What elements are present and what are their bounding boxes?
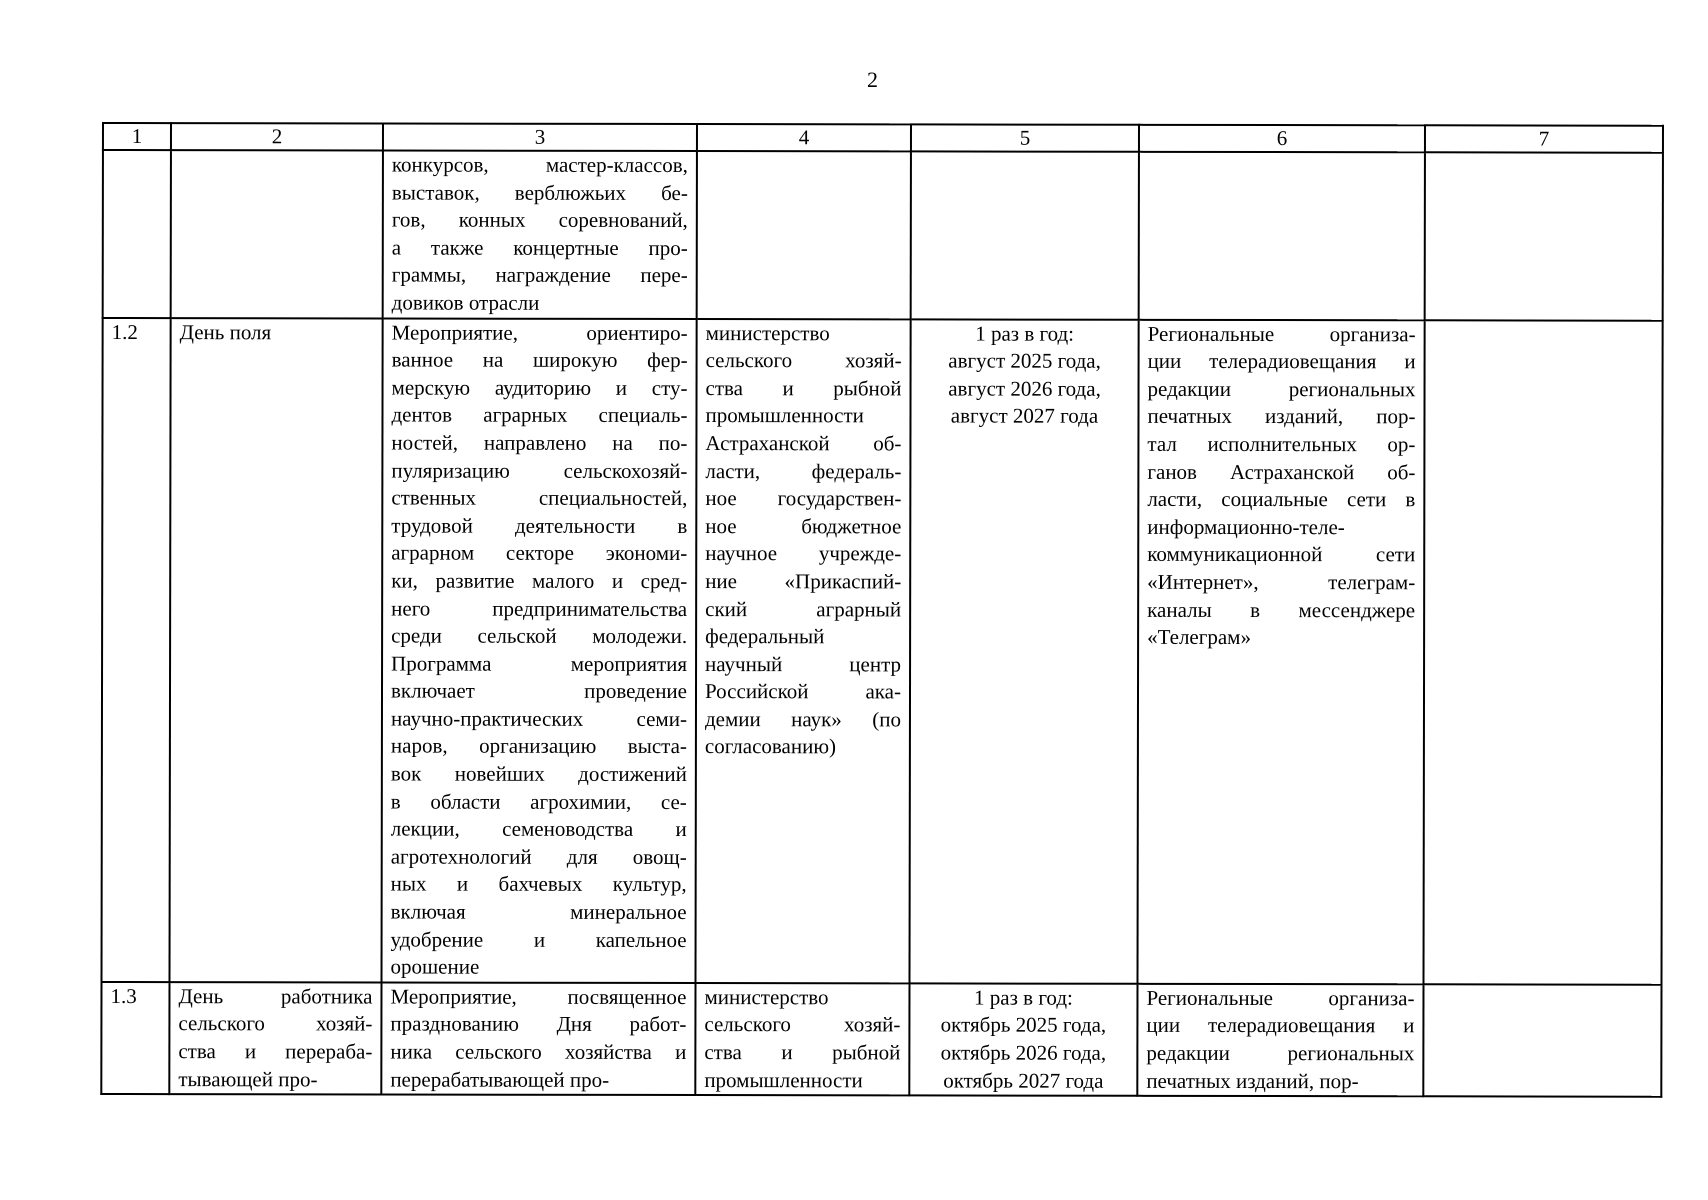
note-cell <box>1425 152 1663 320</box>
cell-text-line: редакции региональных <box>1146 1040 1415 1066</box>
note-cell <box>1423 984 1661 1097</box>
cell-text-line: ласти, социальные сети в <box>1147 486 1416 512</box>
header-row <box>103 123 1663 153</box>
cell-text-line: сельского хозяй- <box>705 348 902 373</box>
cell-text-line: празднованию Дня работ- <box>390 1011 687 1037</box>
column-header: 7 <box>1425 125 1663 152</box>
cell-text-line: Мероприятие, посвященное <box>390 984 687 1009</box>
cell-text-line: промышленности <box>705 403 864 428</box>
cell-text-line: ции телерадиовещания и <box>1146 1013 1415 1038</box>
cell-text-line: ное бюджетное <box>705 513 902 539</box>
cell-text-line: ства и рыбной <box>705 375 902 401</box>
responsible-cell <box>695 983 909 1096</box>
row-number-cell <box>103 150 171 318</box>
cell-text-line: гов, конных соревнований, <box>391 207 688 233</box>
cell-text-line: Программа мероприятия <box>391 651 688 676</box>
cell-text-line: тывающей про- <box>178 1066 318 1091</box>
media-cell <box>1137 319 1424 984</box>
cell-text-line: научно-практических семи- <box>390 706 687 731</box>
media-cell <box>1137 984 1423 1097</box>
row-number-cell: 1.3 <box>101 982 169 1094</box>
cell-text-line: пуляризацию сельскохозяй- <box>391 458 688 483</box>
event-name-cell <box>171 150 383 318</box>
cell-text-line: среди сельской молодежи. <box>391 623 688 649</box>
cell-text-line: демии наук» (по <box>704 706 901 732</box>
cell-text-line: Астраханской об- <box>705 430 902 456</box>
cell-text-line: агротехнологий для овощ- <box>390 844 687 869</box>
cell-text-line: редакции региональных <box>1147 376 1416 402</box>
cell-text-line: ние «Прикаспий- <box>705 568 902 594</box>
cell-text-line: октябрь 2027 года <box>943 1068 1104 1093</box>
cell-text-line: министерство <box>705 320 830 345</box>
cell-text-line: аграрном секторе экономи- <box>391 540 688 566</box>
cell-text-line: включая минеральное <box>390 899 687 925</box>
cell-text-line: ника сельского хозяйства и <box>390 1039 687 1065</box>
table-row <box>103 150 1663 320</box>
responsible-cell <box>695 319 910 984</box>
cell-text-line: октябрь 2025 года, <box>940 1012 1107 1038</box>
cell-text-line: промышленности <box>704 1067 863 1092</box>
cell-text-line: лекции, семеноводства и <box>390 816 687 842</box>
cell-text-line: 1 раз в год: <box>974 985 1073 1010</box>
cell-text-line: тал исполнительных ор- <box>1147 431 1416 457</box>
column-header: 2 <box>171 123 383 150</box>
table-row <box>101 982 1661 1097</box>
cell-text-line: октябрь 2026 года, <box>940 1040 1107 1065</box>
cell-text-line: День работника <box>178 983 373 1009</box>
responsible-cell <box>697 151 911 319</box>
cell-text-line: федеральный <box>705 624 825 649</box>
table-row <box>101 318 1662 985</box>
cell-text-line: ки, развитие малого и сред- <box>391 568 688 593</box>
cell-text-line: 1 раз в год: <box>975 321 1075 346</box>
cell-text-line: него предпринимательства <box>391 596 688 621</box>
cell-text-line: научный центр <box>705 651 902 677</box>
page-number: 2 <box>867 67 878 92</box>
cell-text-line: перерабатывающей про- <box>390 1067 610 1092</box>
row-number-cell: 1.2 <box>101 318 170 982</box>
column-header: 5 <box>911 124 1139 151</box>
timing-cell <box>909 983 1137 1096</box>
media-cell <box>1139 152 1425 320</box>
cell-text-line: сельского хозяй- <box>178 1011 373 1036</box>
column-header: 1 <box>103 123 171 150</box>
cell-text-line: август 2025 года, <box>948 348 1101 373</box>
cell-text-line: август 2026 года, <box>948 376 1101 401</box>
cell-text-line: Региональные организа- <box>1147 321 1416 346</box>
cell-text-line: Мероприятие, ориентиро- <box>391 320 688 345</box>
cell-text-line: сельского хозяй- <box>704 1012 901 1037</box>
cell-text-line: включает проведение <box>390 678 688 704</box>
cell-text-line: граммы, награждение пере- <box>391 262 688 288</box>
cell-text-line: удобрение и капельное <box>390 927 687 952</box>
column-header: 6 <box>1139 125 1425 152</box>
cell-text-line: ласти, федераль- <box>705 458 902 483</box>
cell-text-line: информационно-теле- <box>1147 514 1345 539</box>
cell-text-line: День поля <box>179 319 272 344</box>
cell-text-line: ных и бахчевых культур, <box>390 871 687 897</box>
cell-text-line: август 2027 года <box>950 403 1099 429</box>
column-header: 4 <box>697 124 911 151</box>
event-description-cell <box>381 982 695 1095</box>
cell-text-line: Региональные организа- <box>1146 985 1415 1011</box>
cell-text-line: печатных изданий, пор- <box>1147 404 1416 429</box>
cell-text-line: ции телерадиовещания и <box>1147 348 1416 374</box>
cell-text-line: ства и перераба- <box>178 1039 373 1064</box>
cell-text-line: коммуникационной сети <box>1147 542 1416 567</box>
timing-cell <box>911 151 1139 319</box>
column-header: 3 <box>383 123 697 151</box>
timing-cell <box>909 319 1138 984</box>
cell-text-line: дентов аграрных специаль- <box>391 402 688 428</box>
cell-text-line: согласованию) <box>704 734 837 759</box>
cell-text-line: ганов Астраханской об- <box>1147 459 1416 484</box>
cell-text-line: ства и рыбной <box>704 1040 901 1065</box>
cell-text-line: ственных специальностей, <box>391 485 688 511</box>
cell-text-line: ное государствен- <box>705 486 902 511</box>
cell-text-line: ностей, направлено на по- <box>391 430 688 455</box>
events-table <box>100 122 1664 1098</box>
event-description-cell <box>383 150 697 318</box>
event-name-cell <box>169 318 382 983</box>
cell-text-line: ванное на широкую фер- <box>391 347 688 373</box>
cell-text-line: министерство <box>704 984 829 1010</box>
cell-text-line: в области агрохимии, се- <box>390 789 687 814</box>
cell-text-line: довиков отрасли <box>391 290 540 315</box>
note-cell <box>1423 320 1662 985</box>
cell-text-line: каналы в мессенджере <box>1147 597 1416 622</box>
cell-text-line: научное учрежде- <box>705 541 902 566</box>
cell-text-line: орошение <box>390 954 480 979</box>
cell-text-line: Российской ака- <box>704 679 902 704</box>
event-description-cell <box>381 318 696 983</box>
cell-text-line: конкурсов, мастер-классов, <box>391 152 688 178</box>
cell-text-line: мерскую аудиторию и сту- <box>391 375 688 400</box>
event-name-cell <box>169 982 381 1095</box>
cell-text-line: ский аграрный <box>705 596 902 621</box>
cell-text-line: выставок, верблюжьих бе- <box>391 180 688 205</box>
cell-text-line: а также концертные про- <box>391 235 688 260</box>
cell-text-line: «Телеграм» <box>1147 624 1251 650</box>
cell-text-line: трудовой деятельности в <box>391 513 688 538</box>
cell-text-line: вок новейших достижений <box>390 761 687 787</box>
cell-text-line: наров, организацию выста- <box>390 733 687 759</box>
cell-text-line: «Интернет», телеграм- <box>1147 569 1416 595</box>
cell-text-line: печатных изданий, пор- <box>1146 1068 1359 1093</box>
